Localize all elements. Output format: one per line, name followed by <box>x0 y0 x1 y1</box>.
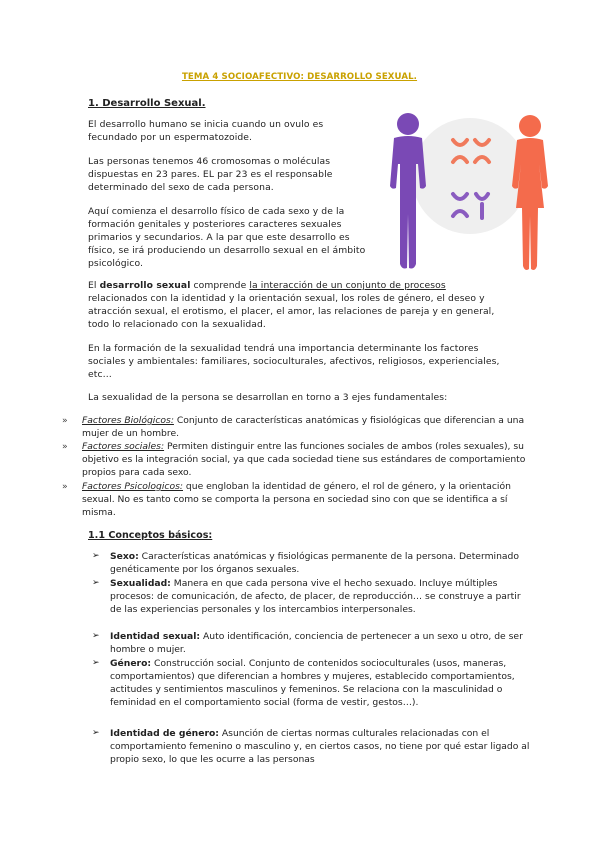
concept-term: Sexo: <box>110 551 139 562</box>
concept-text <box>110 727 532 766</box>
arrow-bullet-icon: ➢ <box>92 578 100 588</box>
section-heading-conceptos-basicos: 1.1 Conceptos básicos: <box>88 530 213 541</box>
paragraph-formacion-sexualidad: En la formación de la sexualidad tendrá una importancia determinante los factores sociales y ambientales: familiares, socioculturales, afectivos, religiosos, experienciales, etc… <box>88 343 500 380</box>
concept-term: Sexualidad: <box>110 578 171 589</box>
concept-text <box>110 550 532 576</box>
p4-mid: comprende <box>190 280 250 291</box>
p4-post: relacionados con la identidad y la orientación sexual, los roles de género, el deseo y atracción sexual, el erotismo, el placer, el amor, las relaciones de pareja y en general, todo lo relacionado con la sexualidad. <box>88 293 495 330</box>
arrow-bullet-icon: ➢ <box>92 551 100 561</box>
factor-name: Factores sociales: <box>82 441 165 452</box>
factor-text <box>82 480 532 519</box>
factor-item <box>62 440 532 479</box>
factor-description: que engloban la identidad de género, el rol de género, y la orientación sexual. No es tanto como se comporta la persona en sociedad sino con que se identifica a sí misma. <box>82 481 511 518</box>
concept-text <box>110 630 532 656</box>
paragraph-desarrollo-fisico <box>88 205 378 270</box>
concept-term: Género: <box>110 658 152 669</box>
paragraph-cromosomas: Las personas tenemos 46 cromosomas o moléculas dispuestas en 23 pares. EL par 23 es el responsable determinado del sexo de cada persona. <box>88 156 333 193</box>
arrow-bullet-icon: ➢ <box>92 728 100 738</box>
human-chromosomes-illustration <box>380 104 556 274</box>
bullet-mark: » <box>62 481 68 492</box>
section-heading-desarrollo-sexual: 1. Desarrollo Sexual. <box>88 98 206 109</box>
bullet-mark: » <box>62 415 68 426</box>
paragraph-ejes: La sexualidad de la persona se desarrollan en torno a 3 ejes fundamentales: <box>88 392 448 403</box>
paragraph-desarrollo-fisico-text: Aquí comienza el desarrollo físico de cada sexo y de la formación genitales y posteriores caracteres sexuales primarios y secundarios. A la par que este desarrollo es físico, se irá produciendo un desarrollo sexual en el ámbito psicológico. <box>88 206 366 269</box>
concept-definition: Manera en que cada persona vive el hecho sexuado. Incluye múltiples procesos: de comunicación, de afecto, de placer, de reproducción… se construye a partir de las experiencias personales y los intercambios interpersonales. <box>110 578 521 615</box>
concept-definition: Características anatómicas y fisiológicas permanente de la persona. Determinado genéticamente por los órganos sexuales. <box>110 551 519 575</box>
paragraph-ovulo: El desarrollo humano se inicia cuando un ovulo es fecundado por un espermatozoide. <box>88 119 324 143</box>
p4-bold: desarrollo sexual <box>99 280 191 291</box>
factor-name: Factores Psicologicos: <box>82 481 183 492</box>
concept-definition: Asunción de ciertas normas culturales relacionadas con el comportamiento femenino o masculino y, en ciertos casos, no tiene por qué estar ligado al propio sexo, lo que les ocurre a las personas <box>110 728 530 765</box>
p4-pre: El <box>88 280 100 291</box>
bullet-mark: » <box>62 441 68 452</box>
p4-underline: la interacción de un conjunto de procesos <box>249 280 446 291</box>
background-circle <box>412 118 528 234</box>
arrow-bullet-icon: ➢ <box>92 631 100 641</box>
factor-text <box>82 440 532 479</box>
page-title: TEMA 4 SOCIOAFECTIVO: DESARROLLO SEXUAL. <box>181 72 418 82</box>
factor-item <box>62 414 532 440</box>
factor-description: Conjunto de características anatómicas y fisiológicas que diferencian a una mujer de un hombre. <box>82 415 525 439</box>
factor-text <box>82 414 532 440</box>
concept-text <box>110 657 532 709</box>
concept-text <box>110 577 532 616</box>
factor-name: Factores Biológicos: <box>82 415 174 426</box>
concept-term: Identidad de género: <box>110 728 219 739</box>
concept-definition: Construcción social. Conjunto de contenidos socioculturales (usos, maneras, comportamientos) que diferencian a hombres y mujeres, establecido comportamientos, actitudes y sentimientos masculinos y femeninos. Se relaciona con la masculinidad o feminidad en el comportamiento social (forma de vestir, gestos…). <box>110 658 515 708</box>
concept-definition: Auto identificación, conciencia de pertenecer a un sexo u otro, de ser hombre o mujer. <box>110 631 523 655</box>
factor-item <box>62 480 532 519</box>
factor-description: Permiten distinguir entre las funciones sociales de ambos (roles sexuales), su objetivo es la integración social, ya que cada sociedad tiene sus estándares de comportamiento propios para cada sexo. <box>82 441 526 478</box>
concept-term: Identidad sexual: <box>110 631 201 642</box>
arrow-bullet-icon: ➢ <box>92 658 100 668</box>
paragraph-desarrollo-sexual-definicion <box>88 279 508 331</box>
